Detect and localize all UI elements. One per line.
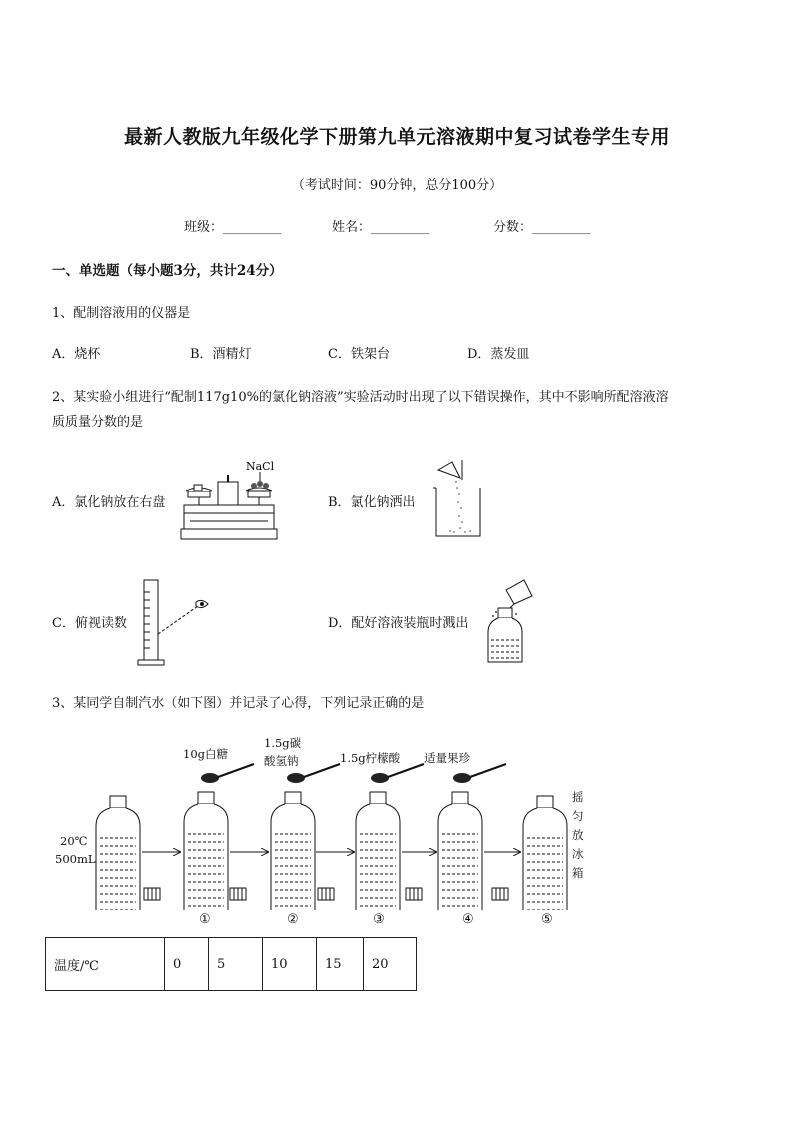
question-2-stem-line1: 2、某实验小组进行“配制117g10%的氯化钠溶液”实验活动时出现了以下错误操作，其中不影响所配溶液溶 <box>52 390 669 405</box>
q2-option-a[interactable]: A．氯化钠放在右盘 <box>52 495 166 510</box>
table-cell: 5 <box>209 938 263 991</box>
class-field[interactable]: 班级：_________ <box>184 220 282 235</box>
table-row <box>46 938 417 991</box>
q2-option-b[interactable]: B．氯化钠洒出 <box>328 495 416 510</box>
drink-process-diagram <box>90 760 590 910</box>
step-4-marker: ④ <box>462 912 474 927</box>
q1-option-d[interactable]: D．蒸发皿 <box>467 347 530 362</box>
page-title: 最新人教版九年级化学下册第九单元溶液期中复习试卷学生专用 <box>123 126 670 148</box>
nacl-label: NaCl <box>246 460 275 473</box>
score-field[interactable]: 分数：_________ <box>493 220 591 235</box>
addition-label-baking-soda-2: 酸氢钠 <box>264 754 299 768</box>
bottle-splash-image <box>484 576 544 666</box>
addition-label-juice-powder: 适量果珍 <box>424 751 470 765</box>
q1-option-b[interactable]: B．酒精灯 <box>190 347 252 362</box>
final-note-char-2: 匀 <box>572 809 584 823</box>
q2-option-d[interactable]: D．配好溶液装瓶时溅出 <box>328 616 469 631</box>
section-heading: 一、单选题（每小题3分，共计24分） <box>52 263 283 279</box>
step-2-marker: ② <box>287 912 299 927</box>
table-cell: 20 <box>364 938 417 991</box>
step-5-marker: ⑤ <box>541 912 553 927</box>
q1-option-c[interactable]: C．铁架台 <box>328 347 390 362</box>
step-3-marker: ③ <box>373 912 385 927</box>
addition-label-baking-soda-1: 1.5g碳 <box>264 736 302 750</box>
q2-option-c[interactable]: C．俯视读数 <box>52 616 127 631</box>
exam-subtitle: （考试时间：90分钟，总分100分） <box>291 178 503 193</box>
start-temperature-label: 20℃ <box>60 834 88 848</box>
addition-label-citric-acid: 1.5g柠檬酸 <box>340 751 401 765</box>
cylinder-reading-image <box>136 576 216 668</box>
balance-scale-image <box>178 455 280 543</box>
question-1-stem: 1、配制溶液用的仪器是 <box>52 306 191 321</box>
table-cell: 10 <box>263 938 317 991</box>
final-note-char-5: 箱 <box>572 866 584 880</box>
question-3-stem: 3、某同学自制汽水（如下图）并记录了心得，下列记录正确的是 <box>52 696 425 711</box>
table-header-cell: 温度/℃ <box>46 938 165 991</box>
temperature-table <box>45 937 417 991</box>
table-cell: 15 <box>317 938 364 991</box>
final-note-char-1: 摇 <box>572 790 584 804</box>
final-note-char-3: 放 <box>572 828 584 842</box>
question-2-stem-line2: 质质量分数的是 <box>52 415 144 430</box>
table-cell: 0 <box>165 938 209 991</box>
q1-option-a[interactable]: A．烧杯 <box>52 347 101 362</box>
final-note-char-4: 冰 <box>572 847 584 861</box>
start-volume-label: 500mL <box>55 852 96 866</box>
addition-label-sugar: 10g白糖 <box>183 747 228 761</box>
step-1-marker: ① <box>199 912 211 927</box>
beaker-spill-image <box>430 458 488 540</box>
name-field[interactable]: 姓名：_________ <box>332 220 430 235</box>
